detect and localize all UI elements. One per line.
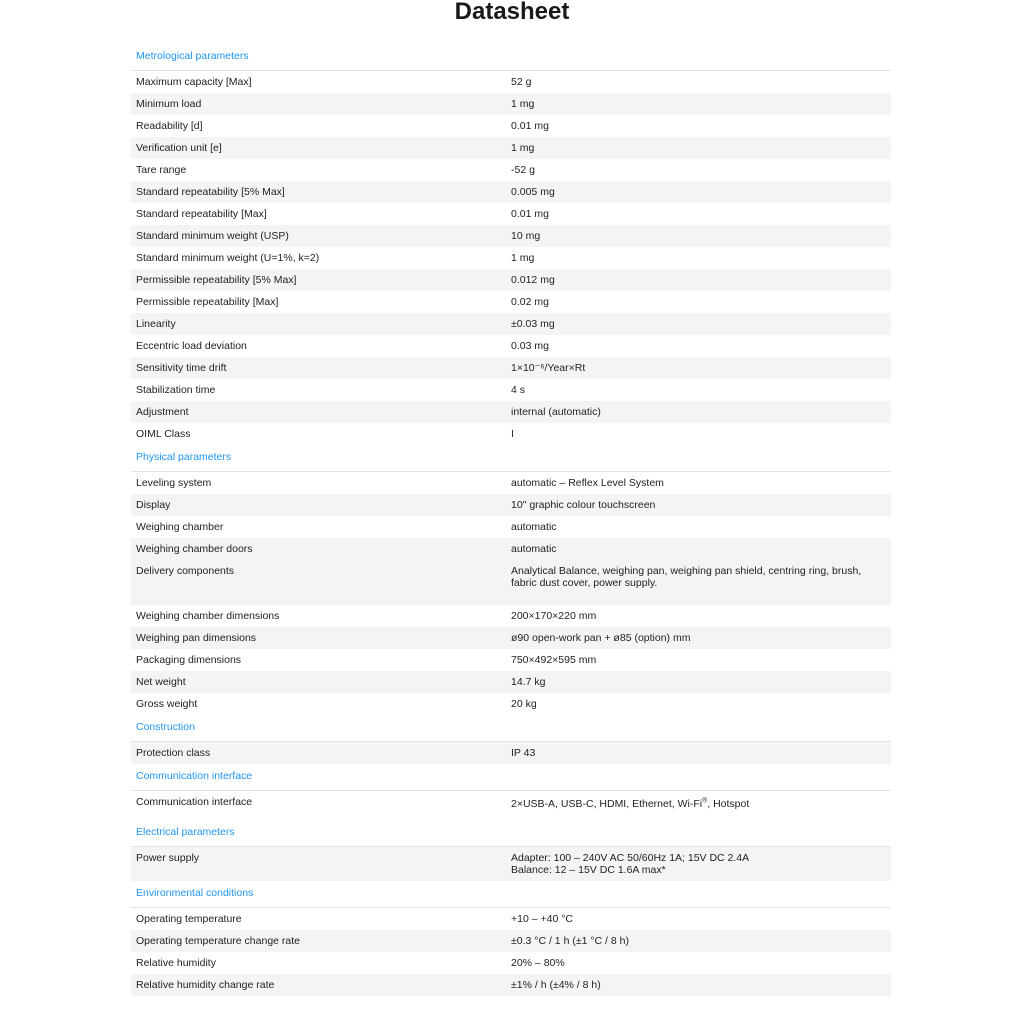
row-value: 0.02 mg xyxy=(511,296,549,308)
row-label: Packaging dimensions xyxy=(136,654,242,666)
row-label: Operating temperature change rate xyxy=(136,935,301,947)
table-row xyxy=(131,847,891,881)
row-value: I xyxy=(511,428,514,440)
table-row xyxy=(131,115,891,137)
table-row xyxy=(131,930,891,952)
row-value: -52 g xyxy=(511,164,535,176)
table-row xyxy=(131,538,891,560)
row-value: 0.012 mg xyxy=(511,274,555,286)
row-value: 10 mg xyxy=(511,230,541,242)
value-line: Adapter: 100 – 240V AC 50/60Hz 1A; 15V DC 2.4A xyxy=(511,852,750,864)
value-text-suffix: , Hotspot xyxy=(707,798,750,810)
row-value: 1 mg xyxy=(511,98,535,110)
table-row xyxy=(131,335,891,357)
row-label: Gross weight xyxy=(136,698,198,710)
table-row xyxy=(131,952,891,974)
row-label: Weighing chamber doors xyxy=(136,543,253,555)
table-row xyxy=(131,423,891,445)
row-value: Analytical Balance, weighing pan, weighing pan shield, centring ring, brush, fabric dust cover, power supply. xyxy=(511,565,862,589)
row-value: automatic xyxy=(511,521,557,533)
table-row xyxy=(131,516,891,538)
value-text: 2×USB-A, USB-C, HDMI, Ethernet, Wi-Fi xyxy=(511,798,703,810)
row-value: 4 s xyxy=(511,384,526,396)
row-value: 0.005 mg xyxy=(511,186,555,198)
row-value: internal (automatic) xyxy=(511,406,601,418)
row-label: Maximum capacity [Max] xyxy=(136,76,252,88)
row-value: 52 g xyxy=(511,76,532,88)
row-label: Readability [d] xyxy=(136,120,203,132)
table-row xyxy=(131,974,891,996)
row-label: Weighing chamber dimensions xyxy=(136,610,280,622)
value-line: Balance: 12 – 15V DC 1.6A max* xyxy=(511,864,666,876)
row-value: 1 mg xyxy=(511,252,535,264)
row-value: ±1% / h (±4% / 8 h) xyxy=(511,979,601,991)
row-label: Leveling system xyxy=(136,477,212,489)
row-label: Relative humidity change rate xyxy=(136,979,275,991)
row-value: automatic – Reflex Level System xyxy=(511,477,664,489)
row-value: 1 mg xyxy=(511,142,535,154)
table-row xyxy=(131,357,891,379)
row-label: Communication interface xyxy=(136,796,253,808)
row-label: Standard minimum weight (USP) xyxy=(136,230,289,242)
table-row xyxy=(131,742,891,764)
row-label: Standard repeatability [Max] xyxy=(136,208,267,220)
page-title: Datasheet xyxy=(454,0,570,25)
section-heading-physical: Physical parameters xyxy=(131,445,891,472)
row-label: OIML Class xyxy=(136,428,191,440)
table-row xyxy=(131,203,891,225)
table-row xyxy=(131,269,891,291)
table-row xyxy=(131,93,891,115)
table-row xyxy=(131,627,891,649)
section-heading-metrological: Metrological parameters xyxy=(131,44,891,71)
row-label: Permissible repeatability [5% Max] xyxy=(136,274,297,286)
row-label: Weighing pan dimensions xyxy=(136,632,257,644)
section-heading-electrical: Electrical parameters xyxy=(131,820,891,847)
table-row xyxy=(131,671,891,693)
row-value: ±0.03 mg xyxy=(511,318,555,330)
row-label: Standard repeatability [5% Max] xyxy=(136,186,285,198)
row-label: Adjustment xyxy=(136,406,189,418)
row-value: automatic xyxy=(511,543,557,555)
table-row xyxy=(131,791,891,820)
row-label: Minimum load xyxy=(136,98,202,110)
table-row xyxy=(131,379,891,401)
row-value: ø90 open-work pan + ø85 (option) mm xyxy=(511,632,691,644)
datasheet-table xyxy=(131,44,891,996)
table-row xyxy=(131,247,891,269)
table-row xyxy=(131,908,891,930)
row-value: IP 43 xyxy=(511,747,536,759)
row-label: Display xyxy=(136,499,171,511)
table-row xyxy=(131,159,891,181)
table-row xyxy=(131,137,891,159)
table-row xyxy=(131,693,891,715)
row-value: 20% – 80% xyxy=(511,957,565,969)
section-heading-construction: Construction xyxy=(131,715,891,742)
row-value: 0.01 mg xyxy=(511,120,549,132)
row-label: Delivery components xyxy=(136,565,235,577)
table-row xyxy=(131,560,891,605)
section-heading-communication: Communication interface xyxy=(131,764,891,791)
row-label: Protection class xyxy=(136,747,211,759)
row-value: 750×492×595 mm xyxy=(511,654,597,666)
row-value: 14.7 kg xyxy=(511,676,546,688)
table-row xyxy=(131,494,891,516)
row-value: 10" graphic colour touchscreen xyxy=(511,499,656,511)
row-value: 20 kg xyxy=(511,698,537,710)
row-value: ±0.3 °C / 1 h (±1 °C / 8 h) xyxy=(511,935,629,947)
row-label: Eccentric load deviation xyxy=(136,340,247,352)
row-label: Verification unit [e] xyxy=(136,142,222,154)
table-row xyxy=(131,401,891,423)
row-label: Linearity xyxy=(136,318,176,330)
row-label: Permissible repeatability [Max] xyxy=(136,296,279,308)
row-label: Weighing chamber xyxy=(136,521,224,533)
table-row xyxy=(131,225,891,247)
row-label: Power supply xyxy=(136,852,200,864)
table-row xyxy=(131,313,891,335)
table-row xyxy=(131,181,891,203)
row-value: 0.03 mg xyxy=(511,340,549,352)
section-heading-environmental: Environmental conditions xyxy=(131,881,891,908)
row-value: 0.01 mg xyxy=(511,208,549,220)
table-row xyxy=(131,649,891,671)
row-label: Standard minimum weight (U=1%, k=2) xyxy=(136,252,320,264)
table-row xyxy=(131,605,891,627)
row-value: 1×10⁻⁶/Year×Rt xyxy=(511,362,586,374)
registered-mark: ® xyxy=(702,797,708,805)
row-value: +10 – +40 °C xyxy=(511,913,573,925)
row-label: Operating temperature xyxy=(136,913,242,925)
table-row xyxy=(131,71,891,93)
row-label: Tare range xyxy=(136,164,187,176)
row-value xyxy=(511,852,891,881)
row-label: Stabilization time xyxy=(136,384,216,396)
row-label: Relative humidity xyxy=(136,957,216,969)
row-value xyxy=(511,796,891,820)
table-row xyxy=(131,291,891,313)
table-row xyxy=(131,472,891,494)
row-label: Sensitivity time drift xyxy=(136,362,227,374)
row-label: Net weight xyxy=(136,676,186,688)
row-value: 200×170×220 mm xyxy=(511,610,597,622)
